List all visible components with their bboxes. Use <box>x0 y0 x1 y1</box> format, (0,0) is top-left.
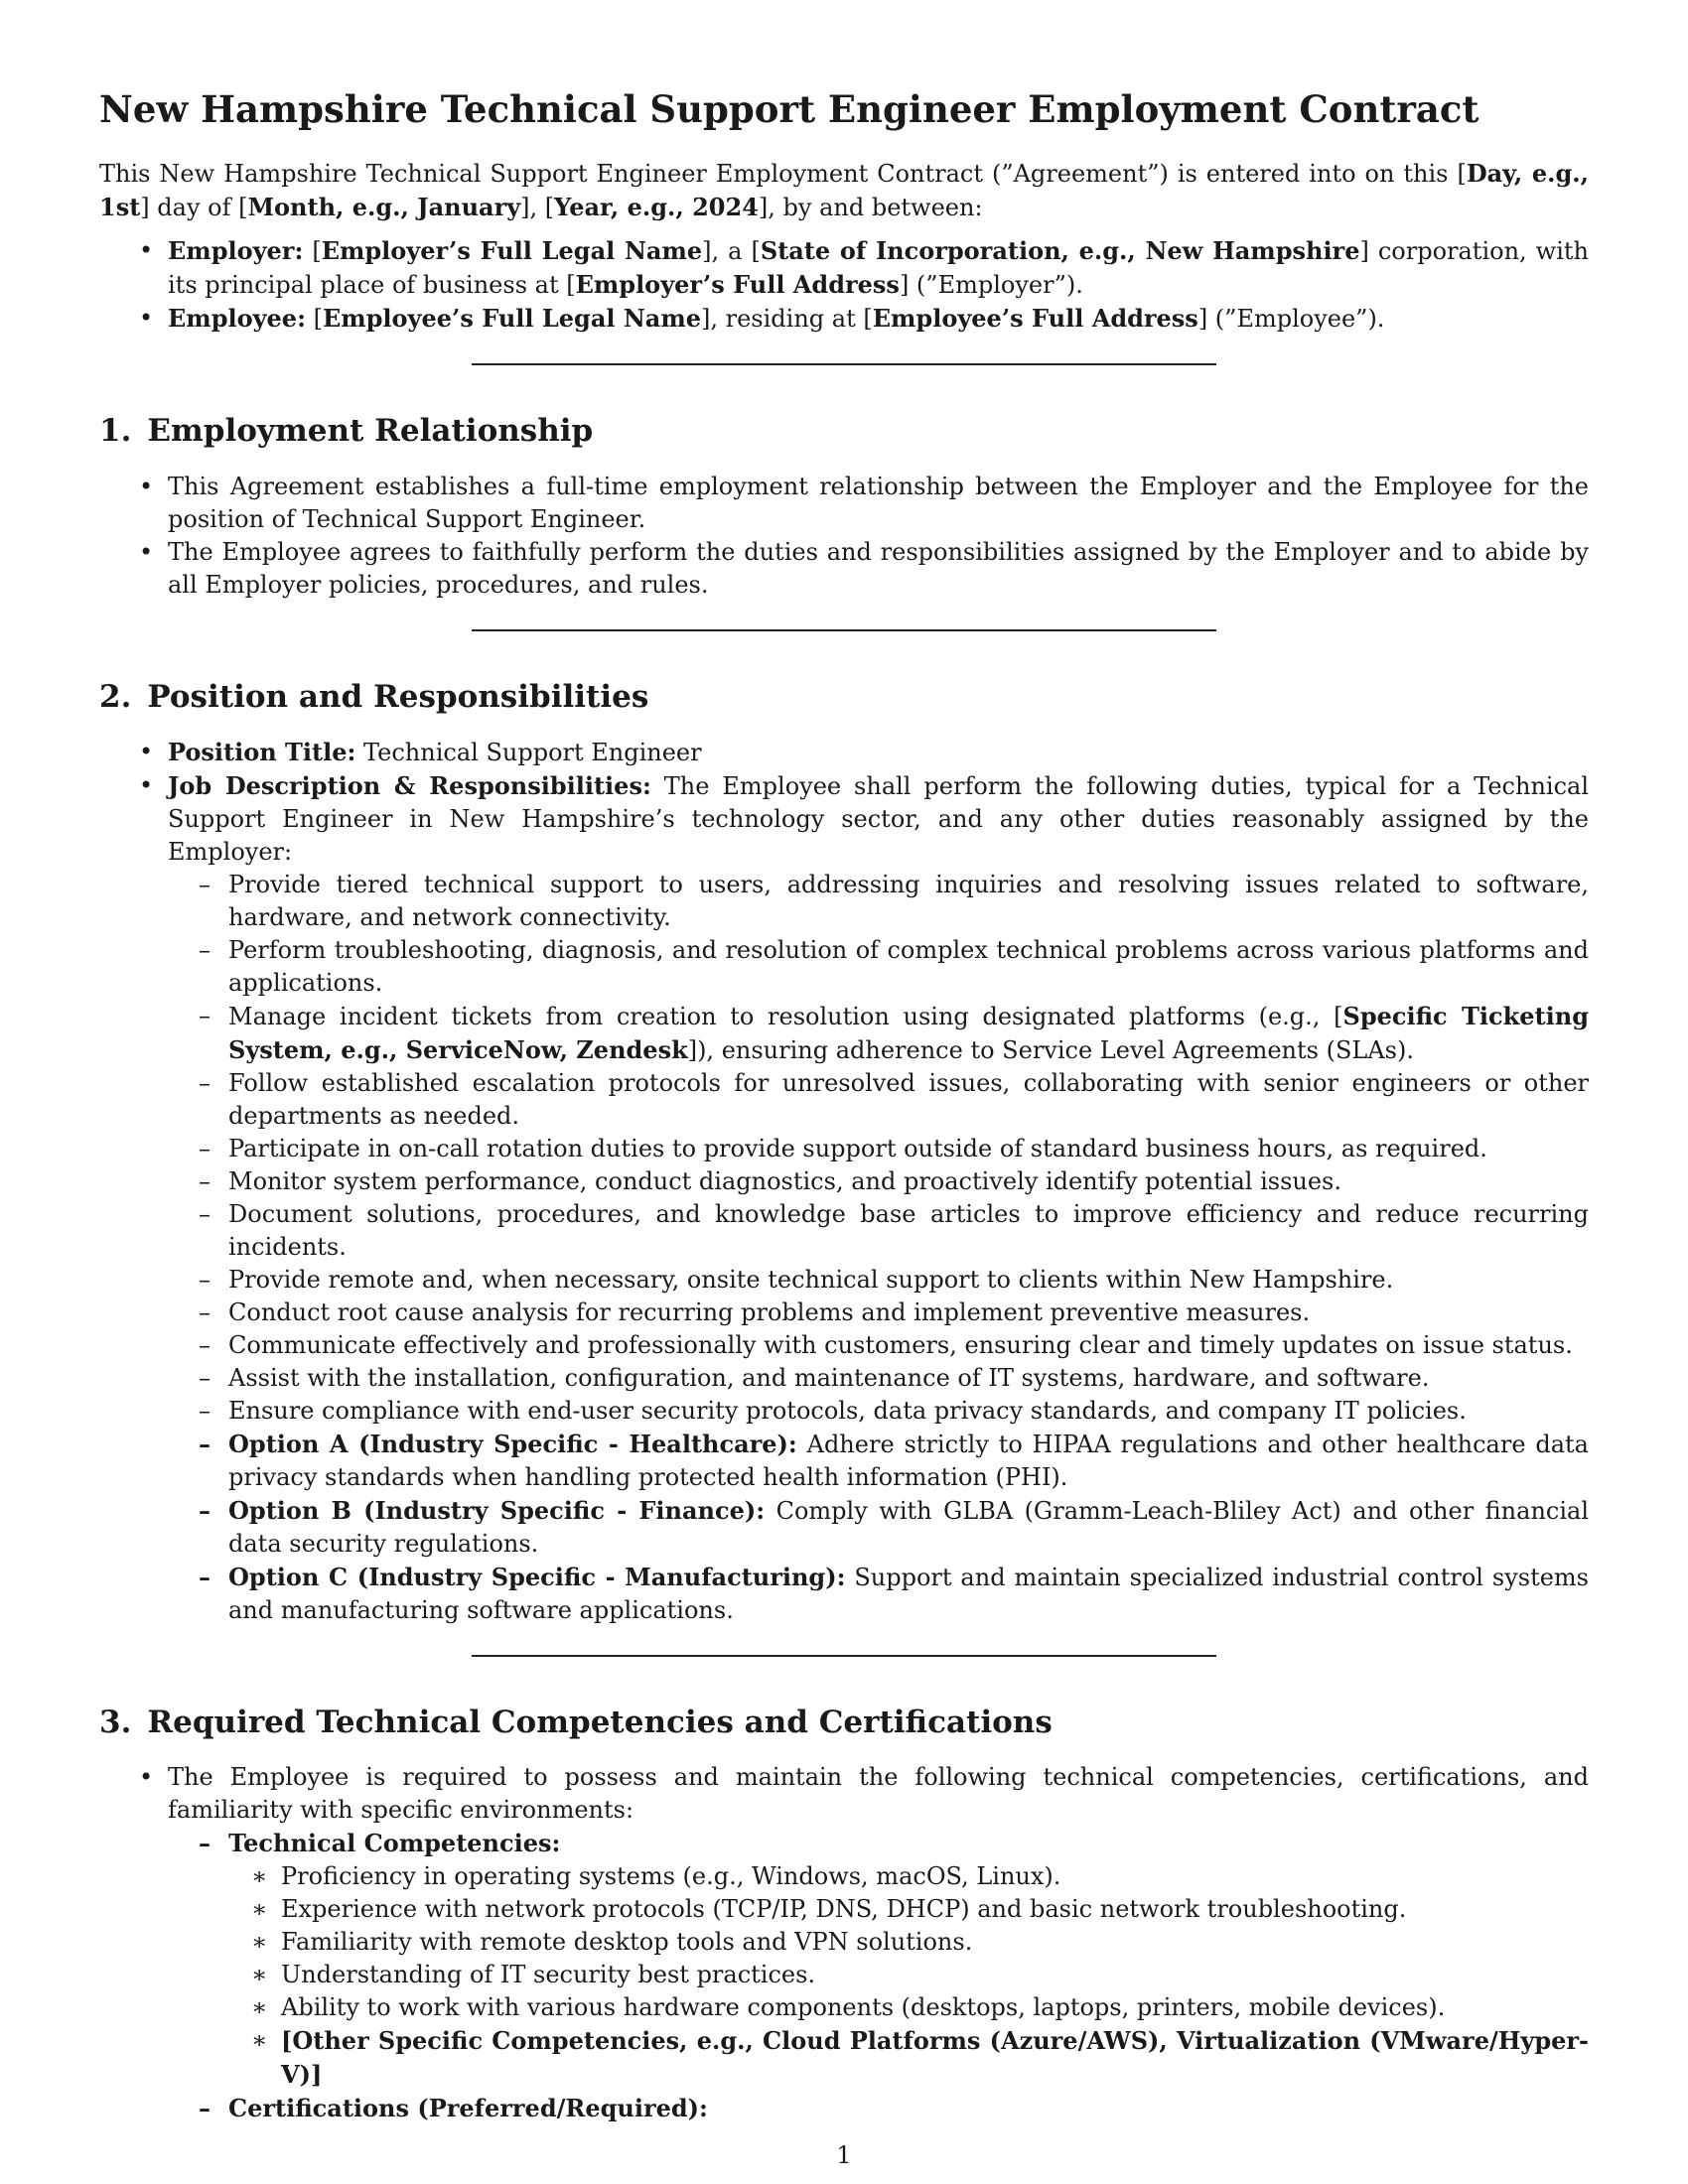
list-item: – Assist with the installation, configuration, and maintenance of IT systems, hardware, and software. <box>199 1363 1430 1392</box>
list-item: • Position Title: Technical Support Engineer <box>139 737 702 766</box>
section-2 <box>99 679 1589 1627</box>
intro-paragraph: This New Hampshire Technical Support Engineer Employment Contract (”Agreement”) is entered into on this [Day, e.g., 1st] day of [Month, e.g., January], [Year, e.g., 2024], by and between: <box>99 159 1589 222</box>
section-heading: 3. Required Technical Competencies and Certifications <box>99 1704 1053 1740</box>
employer-party: • Employer: [Employer’s Full Legal Name], a [State of Incorporation, e.g., New Hampshire] corporation, with its principal place of business at [Employer’s Full Address] (”Employer”). <box>139 236 1589 300</box>
page-number: 1 <box>836 2141 852 2169</box>
section-1-list <box>99 471 1589 602</box>
list-item: ∗ Ability to work with various hardware components (desktops, laptops, printers, mobile devices). <box>251 1992 1446 2021</box>
list-item: – Provide remote and, when necessary, onsite technical support to clients within New Hampshire. <box>199 1265 1394 1294</box>
section-divider <box>472 629 1216 631</box>
day-placeholder: Day, e.g., 1st <box>99 159 1589 222</box>
section-heading: 2. Position and Responsibilities <box>99 678 649 715</box>
section-2-list <box>99 736 1589 1627</box>
list-item: – Participate in on-call rotation duties to provide support outside of standard business hours, as required. <box>199 1134 1487 1162</box>
section-1 <box>99 413 1589 601</box>
section-heading: 1. Employment Relationship <box>99 413 594 450</box>
parties-list <box>99 234 1589 336</box>
list-item: – Communicate effectively and professionally with customers, ensuring clear and timely updates on issue status. <box>199 1330 1573 1359</box>
list-item: – Document solutions, procedures, and knowledge base articles to improve efficiency and reduce recurring incidents. <box>199 1199 1589 1261</box>
list-item: – Perform troubleshooting, diagnosis, and resolution of complex technical problems across various platforms and applications. <box>199 935 1589 997</box>
list-item: ∗ [Other Specific Competencies, e.g., Cloud Platforms (Azure/AWS), Virtualization (VMware/Hyper-V)] <box>251 2025 1589 2089</box>
duties-list <box>168 869 1589 1627</box>
list-item: • This Agreement establishes a full-time employment relationship between the Employer and the Employee for the position of Technical Support Engineer. <box>139 472 1589 533</box>
list-item: – Option C (Industry Specific - Manufacturing): Support and maintain specialized industrial control systems and manufacturing software applications. <box>199 1562 1589 1624</box>
employee-party: • Employee: [Employee’s Full Legal Name], residing at [Employee’s Full Address] (”Employee”). <box>139 304 1385 334</box>
list-item: ∗ Understanding of IT security best practices. <box>251 1960 816 1988</box>
competencies-list <box>228 1860 1589 2092</box>
list-item: – Technical Competencies: ∗ Proficiency in operating systems (e.g., Windows, macOS, Linux). ∗ Experience with network protocols (TCP/IP, DNS, DHCP) and basic network troubleshooting. ∗ Familiarity with remote desktop tools and VPN solutions. ∗ Understanding of IT security best practices. ∗ Ability to work with various hardware components (desktops, laptops, printers, mobile devices). ∗ [Other Specific Competencies, e.g., Cloud Platforms (Azure/AWS), Virtualization (VMware/Hyper-V)] <box>99 1827 1589 2092</box>
list-item: – Option A (Industry Specific - Healthcare): Adhere strictly to HIPAA regulations and other healthcare data privacy standards when handling protected health information (PHI). <box>199 1429 1589 1491</box>
list-item: ∗ Experience with network protocols (TCP/IP, DNS, DHCP) and basic network troubleshooting. <box>251 1894 1407 1923</box>
list-item: – Follow established escalation protocols for unresolved issues, collaborating with senior engineers or other departments as needed. <box>199 1068 1589 1130</box>
list-item: – Monitor system performance, conduct diagnostics, and proactively identify potential issues. <box>199 1166 1341 1195</box>
month-placeholder: Month, e.g., January <box>247 193 521 222</box>
competency-groups <box>168 1827 1589 2125</box>
list-item: – Manage incident tickets from creation to resolution using designated platforms (e.g., [Specific Ticketing System, e.g., ServiceNow, Zendesk]), ensuring adherence to Service Level Agreements (SLAs). <box>199 1001 1589 1064</box>
list-item: ∗ Familiarity with remote desktop tools and VPN solutions. <box>251 1927 973 1956</box>
section-3-list <box>99 1761 1589 2125</box>
list-item: – Provide tiered technical support to users, addressing inquiries and resolving issues related to software, hardware, and network connectivity. <box>199 870 1589 931</box>
year-placeholder: Year, e.g., 2024 <box>554 193 759 222</box>
list-item: – Option B (Industry Specific - Finance): Comply with GLBA (Gramm-Leach-Bliley Act) and other financial data security regulations. <box>199 1495 1590 1558</box>
list-item: ∗ Proficiency in operating systems (e.g., Windows, macOS, Linux). <box>251 1861 1061 1890</box>
document-title: New Hampshire Technical Support Engineer Employment Contract <box>99 87 1479 131</box>
list-item: – Ensure compliance with end-user security protocols, data privacy standards, and company IT policies. <box>199 1396 1467 1425</box>
list-item: – Conduct root cause analysis for recurring problems and implement preventive measures. <box>199 1297 1311 1326</box>
section-divider <box>472 363 1216 365</box>
list-item: – Certifications (Preferred/Required): <box>199 2093 708 2122</box>
list-item: • The Employee agrees to faithfully perform the duties and responsibilities assigned by the Employer and to abide by all Employer policies, procedures, and rules. <box>139 537 1589 599</box>
list-item: • Job Description & Responsibilities: The Employee shall perform the following duties, typical for a Technical Support Engineer in New Hampshire’s technology sector, and any other duties reasonably assigned by the Employer: – Provide tiered technical support to users, addressing inquiries and resolving issues related to software, hardware, and network connectivity. – Perform troubleshooting, diagnosis, and resolution of complex technical problems across various platforms and applications. – Manage incident tickets from creation to resolution using designated platforms (e.g., [Specific Ticketing System, e.g., ServiceNow, Zendesk]), ensuring adherence to Service Level Agreements (SLAs). – Follow established escalation protocols for unresolved issues, collaborating with senior engineers or other departments as needed. – Participate in on-call rotation duties to provide support outside of standard business hours, as required. – Monitor system performance, conduct diagnostics, and proactively identify potential issues. – Document solutions, procedures, and knowledge base articles to improve efficiency and reduce recurring incidents. – Provide remote and, when necessary, onsite technical support to clients within New Hampshire. – Conduct root cause analysis for recurring problems and implement preventive measures. – Communicate effectively and professionally with customers, ensuring clear and timely updates on issue status. – Assist with the installation, configuration, and maintenance of IT systems, hardware, and software. – Ensure compliance with end-user security protocols, data privacy standards, and company IT policies. – Option A (Industry Specific - Healthcare): Adhere strictly to HIPAA regulations and other healthcare data privacy standards when handling protected health information (PHI). – Option B (Industry Specific - Finance): Comply with GLBA (Gramm-Leach-Bliley Act) and other financial data security regulations. – Option C (Industry Specific - Manufacturing): Support and maintain specialized industrial control systems and manufacturing software applications. <box>99 769 1589 1627</box>
list-item: • The Employee is required to possess and maintain the following technical competencies, certifications, and familiarity with specific environments: – Technical Competencies: ∗ Proficiency in operating systems (e.g., Windows, macOS, Linux). ∗ Experience with network protocols (TCP/IP, DNS, DHCP) and basic network troubleshooting. ∗ Familiarity with remote desktop tools and VPN solutions. ∗ Understanding of IT security best practices. ∗ Ability to work with various hardware components (desktops, laptops, printers, mobile devices). ∗ [Other Specific Competencies, e.g., Cloud Platforms (Azure/AWS), Virtualization (VMware/Hyper-V)] – Certifications (Preferred/Required): <box>99 1761 1589 2125</box>
section-3 <box>99 1705 1589 2125</box>
section-divider <box>472 1655 1216 1657</box>
